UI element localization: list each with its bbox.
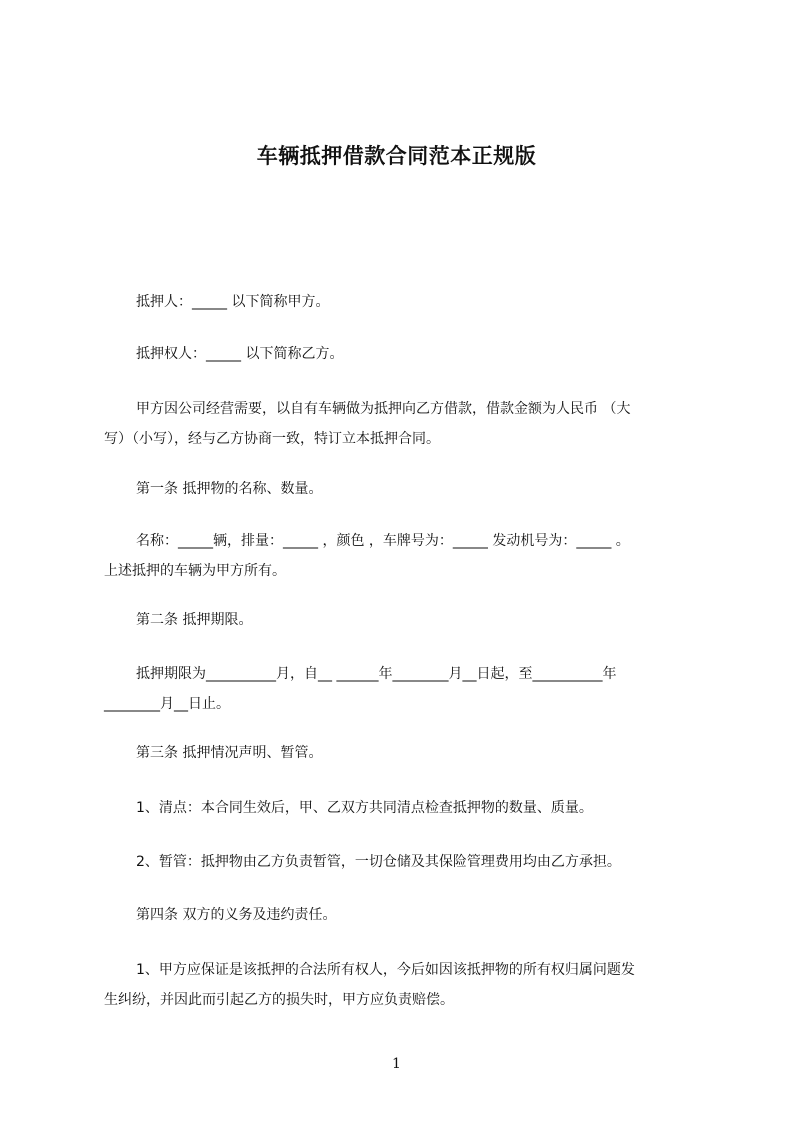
paragraph-line: 抵押期限为__________月，自__ ______年________月__日起，至__________年 [136, 666, 617, 682]
clause-pledgee [104, 339, 716, 369]
article-3-item-2 [104, 847, 716, 877]
paragraph-line: 第四条 双方的义务及违约责任。 [136, 907, 337, 923]
paragraph-line: 名称：_____辆，排量：_____ ，颜色 ，车牌号为：_____ 发动机号为：_____ 。 [136, 533, 630, 549]
paragraph-line: 抵押人：_____ 以下简称甲方。 [136, 294, 330, 310]
paragraph-line: 抵押权人：_____ 以下简称乙方。 [136, 346, 344, 362]
paragraph-line: 1、清点：本合同生效后，甲、乙双方共同清点检查抵押物的数量、质量。 [136, 800, 593, 816]
paragraph-line: 2、暂管：抵押物由乙方负责暂管，一切仓储及其保险管理费用均由乙方承担。 [136, 854, 621, 870]
article-4-item-1 [104, 955, 716, 1015]
paragraph-line: 写）（小写），经与乙方协商一致，特订立本抵押合同。 [104, 431, 440, 447]
article-1-body [104, 526, 716, 586]
article-3-heading [104, 738, 716, 768]
page-number: 1 [392, 1056, 401, 1072]
paragraph-line: 第一条 抵押物的名称、数量。 [136, 481, 323, 497]
clause-preamble [104, 394, 716, 454]
paragraph-line: 上述抵押的车辆为甲方所有。 [104, 563, 286, 579]
document-title: 车辆抵押借款合同范本正规版 [256, 144, 537, 168]
article-2-body [104, 659, 716, 719]
article-2-heading [104, 605, 716, 635]
article-1-heading [104, 474, 716, 504]
clause-pledgor [104, 287, 716, 317]
paragraph-line: 生纠纷，并因此而引起乙方的损失时，甲方应负责赔偿。 [104, 992, 454, 1008]
paragraph-line: 第三条 抵押情况声明、暂管。 [136, 745, 323, 761]
paragraph-line: 1、甲方应保证是该抵押的合法所有权人，今后如因该抵押物的所有权归属问题发 [136, 962, 635, 978]
article-3-item-1 [104, 793, 716, 823]
article-4-heading [104, 900, 716, 930]
paragraph-line: 甲方因公司经营需要，以自有车辆做为抵押向乙方借款，借款金额为人民币 （大 [136, 401, 631, 417]
paragraph-line: ________月__日止。 [104, 696, 230, 712]
paragraph-line: 第二条 抵押期限。 [136, 612, 253, 628]
